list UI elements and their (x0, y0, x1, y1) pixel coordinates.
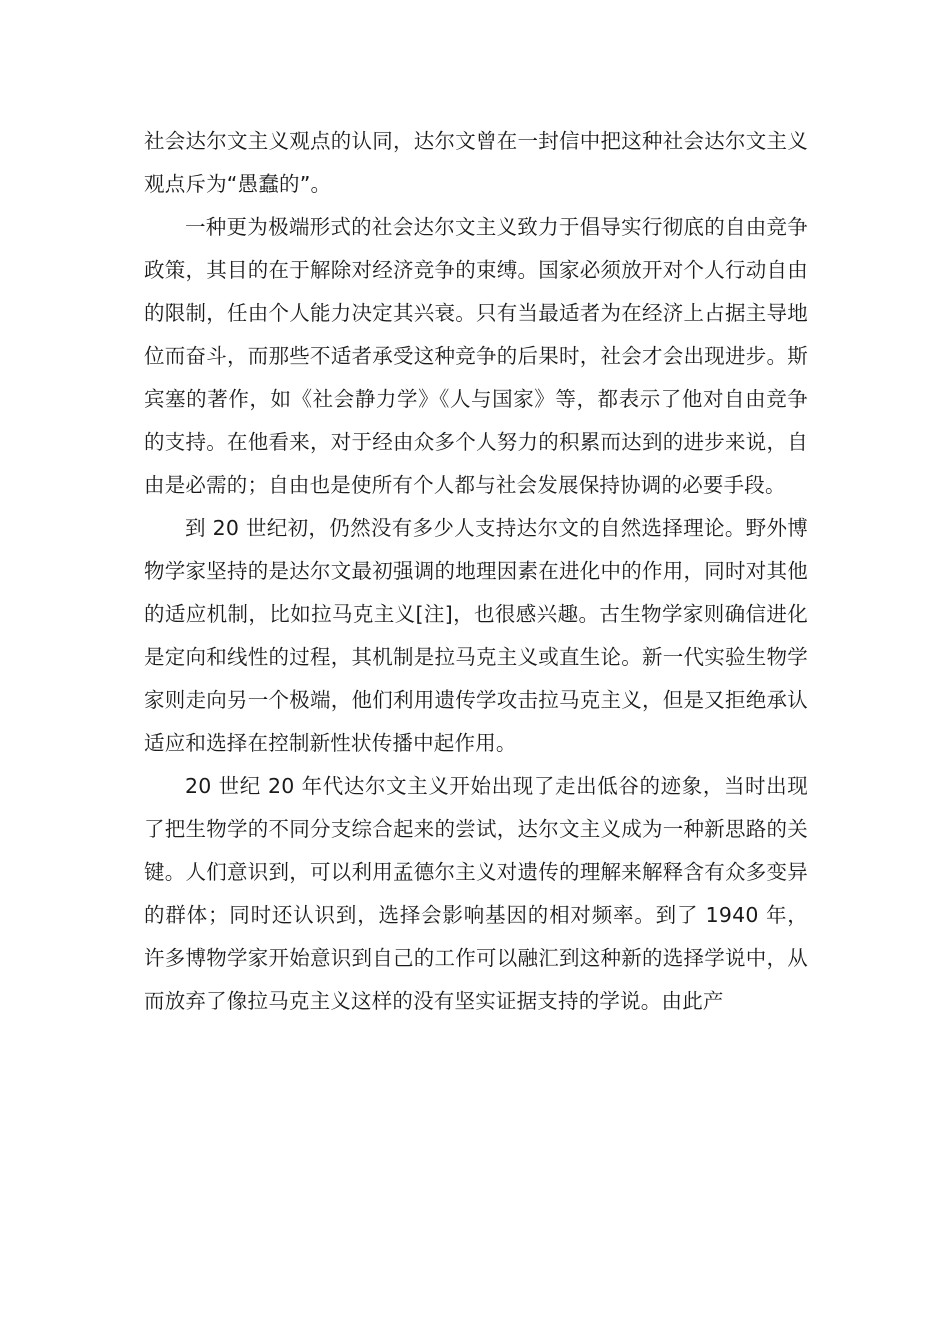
paragraph-1: 社会达尔文主义观点的认同，达尔文曾在一封信中把这种社会达尔文主义观点斥为“愚蠢的”。 (144, 129, 808, 196)
paragraph-4: 20 世纪 20 年代达尔文主义开始出现了走出低谷的迹象，当时出现了把生物学的不同分支综合起来的尝试，达尔文主义成为一种新思路的关键。人们意识到，可以利用孟德尔主义对遗传的理解来解释含有众多变异的群体；同时还认识到，选择会影响基因的相对频率。到了 1940 年，许多博物学家开始意识到自己的工作可以融汇到这种新的选择学说中，从而放弃了像拉马克主义这样的没有坚实证据支持的学说。由此产 (144, 774, 808, 1013)
paragraph-3: 到 20 世纪初，仍然没有多少人支持达尔文的自然选择理论。野外博物学家坚持的是达尔文最初强调的地理因素在进化中的作用，同时对其他的适应机制，比如拉马克主义[注]，也很感兴趣。古生物学家则确信进化是定向和线性的过程，其机制是拉马克主义或直生论。新一代实验生物学家则走向另一个极端，他们利用遗传学攻击拉马克主义，但是又拒绝承认适应和选择在控制新性状传播中起作用。 (144, 516, 808, 755)
paragraph-2: 一种更为极端形式的社会达尔文主义致力于倡导实行彻底的自由竞争政策，其目的在于解除对经济竞争的束缚。国家必须放开对个人行动自由的限制，任由个人能力决定其兴衰。只有当最适者为在经济上占据主导地位而奋斗，而那些不适者承受这种竞争的后果时，社会才会出现进步。斯宾塞的著作，如《社会静力学》《人与国家》等，都表示了他对自由竞争的支持。在他看来，对于经由众多个人努力的积累而达到的进步来说，自由是必需的；自由也是使所有个人都与社会发展保持协调的必要手段。 (144, 215, 808, 497)
body-text (144, 120, 808, 1023)
